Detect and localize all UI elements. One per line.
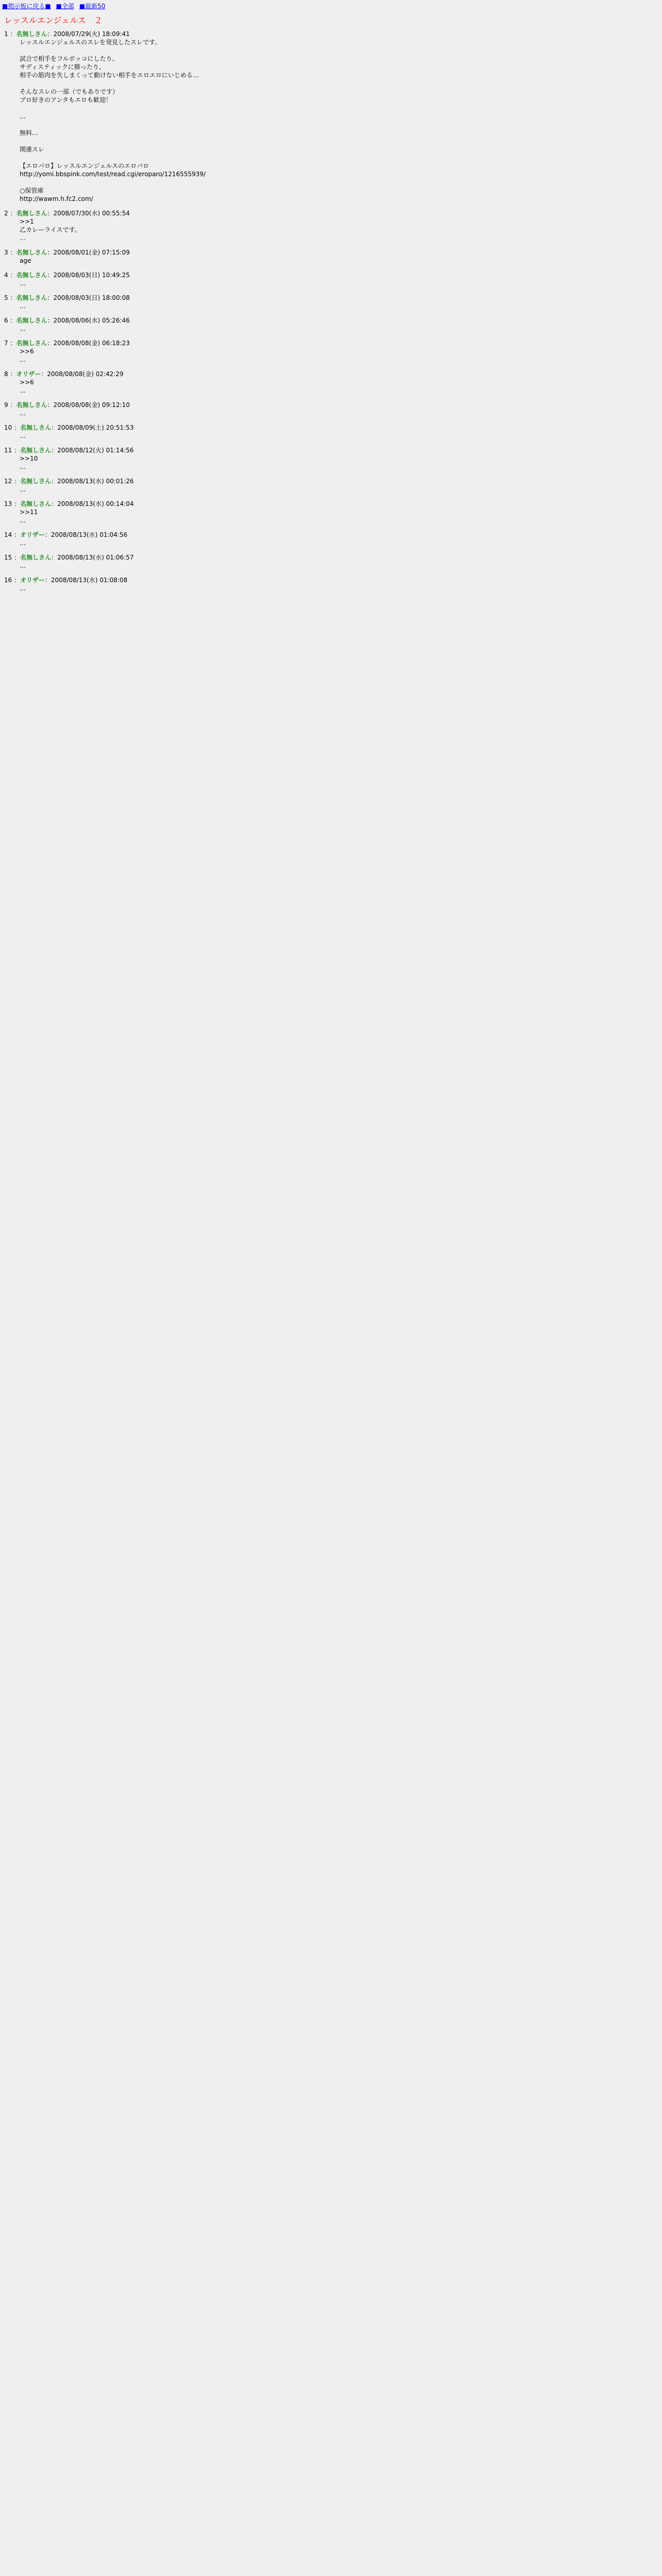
post-body: … [20,562,26,569]
post-number: 7 [4,340,8,347]
post-date: 2008/08/03(日) 18:00:08 [53,294,130,301]
post-body: >>6 … [20,348,34,363]
post-header: 1 ：名無しさん：2008/07/29(火) 18:09:41 [4,30,130,38]
post-date: 2008/07/29(火) 18:09:41 [53,30,130,38]
top-navigation [0,0,662,10]
post-number: 16 [4,577,12,584]
post-date: 2008/08/13(水) 01:06:57 [57,554,134,561]
show-all-link[interactable]: ■全部 [56,3,74,10]
poster-name[interactable]: 名無しさん [16,30,47,38]
post-header: 16 ：オリザー：2008/08/13(水) 01:08:08 [4,577,128,584]
post-date: 2008/08/13(水) 01:08:08 [51,577,128,584]
post-header: 9 ：名無しさん：2008/08/08(金) 09:12:10 [4,401,130,409]
post-header: 4 ：名無しさん：2008/08/03(日) 10:49:25 [4,272,130,279]
post-header: 14 ：オリザー：2008/08/13(水) 01:04:56 [4,531,128,538]
post-body: >>1 乙カレーライスです。 … [20,218,81,242]
post-date: 2008/08/13(水) 00:01:26 [57,478,134,485]
post-date: 2008/08/08(金) 02:42:29 [47,370,124,378]
post-number: 4 [4,272,8,279]
post-number: 1 [4,30,8,38]
post-date: 2008/08/13(水) 01:04:56 [51,531,128,538]
poster-name[interactable]: 名無しさん [16,401,47,409]
poster-name[interactable]: 名無しさん [20,424,52,431]
post-header: 3 ：名無しさん：2008/08/01(金) 07:15:09 [4,249,130,256]
post-header: 8 ：オリザー：2008/08/08(金) 02:42:29 [4,370,124,378]
post-number: 6 [4,317,8,324]
poster-name[interactable]: オリザー [16,370,41,378]
post-number: 8 [4,370,8,378]
poster-name[interactable]: 名無しさん [16,210,47,217]
post-header: 12 ：名無しさん：2008/08/13(水) 00:01:26 [4,478,134,485]
post-number: 13 [4,500,12,507]
post-number: 3 [4,249,8,256]
back-to-board-link[interactable]: ■掲示板に戻る■ [2,3,51,10]
post-body: … [20,539,26,547]
post-body: レッスルエンジェルスのスレを発見したスレです。 試合で相手をフルボッコにしたり、 サディスティックに勝ったり、 相手の筋肉を失しまくって動けない相手をエロエロにいじめる… そんなスレの一部（でもありです） ブロ好きのアンタもエロも歓迎！ … 無料… 関連スレ 【エロパロ】レッスルエンジェルスのエロパロ http://yomi.bbspink.com/test/read.cgi/eroparo/1216555939/ ○保管庫 http://wawm.h.fc2.com/ [20,39,206,202]
post-body: age [20,257,31,264]
post-body: … [20,325,26,332]
post-header: 15 ：名無しさん：2008/08/13(水) 01:06:57 [4,554,134,561]
poster-name[interactable]: 名無しさん [16,249,47,256]
post-number: 14 [4,531,12,538]
post-number: 15 [4,554,12,561]
post-body: … [20,410,26,417]
poster-name[interactable]: 名無しさん [20,554,52,561]
poster-name[interactable]: 名無しさん [16,294,47,301]
post-date: 2008/07/30(水) 00:55:54 [53,210,130,217]
poster-name[interactable]: 名無しさん [16,272,47,279]
post-date: 2008/08/08(金) 06:18:23 [53,340,130,347]
post-header: 11 ：名無しさん：2008/08/12(火) 01:14:56 [4,447,134,454]
poster-name[interactable]: 名無しさん [20,447,52,454]
post-header: 5 ：名無しさん：2008/08/03(日) 18:00:08 [4,294,130,301]
post-body: >>10 … [20,455,38,470]
thread-title: レッスルエンジェルス ２ [4,15,103,25]
post-date: 2008/08/08(金) 09:12:10 [53,401,130,409]
post-number: 12 [4,478,12,485]
post-date: 2008/08/03(日) 10:49:25 [53,272,130,279]
post-body: … [20,486,26,493]
post-number: 11 [4,447,12,454]
post-body: … [20,302,26,310]
post-date: 2008/08/09(土) 20:51:53 [57,424,134,431]
post-body: … [20,280,26,287]
post-header: 2 ：名無しさん：2008/07/30(水) 00:55:54 [4,210,130,217]
post-body: … [20,432,26,439]
post-date: 2008/08/06(水) 05:26:46 [53,317,130,324]
post-number: 10 [4,424,12,431]
poster-name[interactable]: オリザー [20,577,45,584]
poster-name[interactable]: 名無しさん [16,317,47,324]
poster-name[interactable]: 名無しさん [20,500,52,507]
poster-name[interactable]: 名無しさん [20,478,52,485]
post-body: >>11 … [20,509,38,524]
post-header: 13 ：名無しさん：2008/08/13(水) 00:14:04 [4,500,134,507]
poster-name[interactable]: 名無しさん [16,340,47,347]
post-header: 10 ：名無しさん：2008/08/09(土) 20:51:53 [4,424,134,431]
post-body: >>6 … [20,379,34,394]
post-body: … [20,585,26,592]
poster-name[interactable]: オリザー [20,531,45,538]
show-latest-link[interactable]: ■最新50 [79,3,106,10]
post-header: 7 ：名無しさん：2008/08/08(金) 06:18:23 [4,340,130,347]
post-list [4,30,662,592]
post-number: 5 [4,294,8,301]
post-date: 2008/08/13(水) 00:14:04 [57,500,134,507]
post-header: 6 ：名無しさん：2008/08/06(水) 05:26:46 [4,317,130,324]
post-number: 2 [4,210,8,217]
post-number: 9 [4,401,8,409]
post-date: 2008/08/01(金) 07:15:09 [53,249,130,256]
post-date: 2008/08/12(火) 01:14:56 [57,447,134,454]
